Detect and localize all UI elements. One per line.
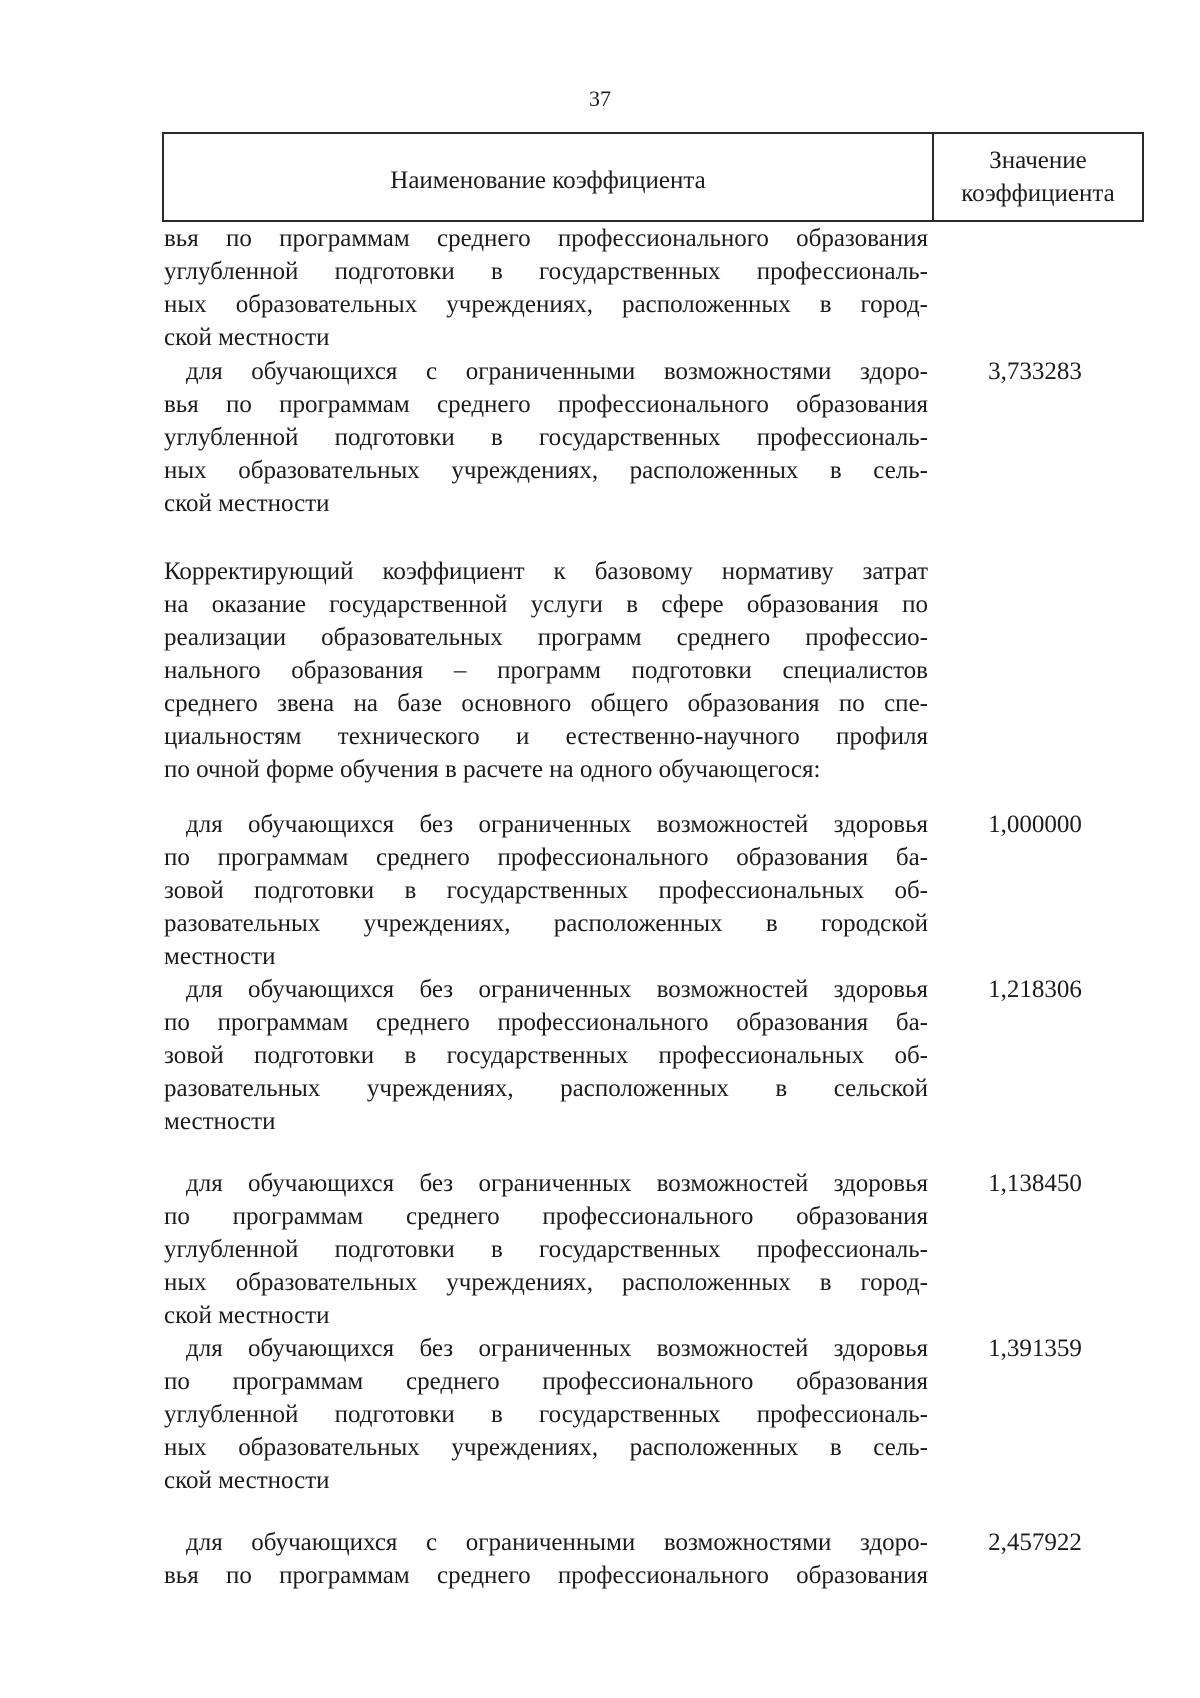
row-text-line: для обучающихся без ограниченных возможностей здоровья [186,1170,928,1197]
table-row [164,222,928,354]
row-text-line: Корректирующий коэффициент к базовому нормативу затрат [164,558,928,585]
table-row [164,808,928,973]
row-text-line: ных образовательных учреждениях, расположенных в город- [164,1269,928,1296]
table-row [164,355,928,520]
table-row [164,973,928,1138]
coefficient-value: 1,391359 [988,1335,1082,1362]
row-text-line: углубленной подготовки в государственных профессиональ- [164,258,928,285]
row-text-line: углубленной подготовки в государственных профессиональ- [164,424,928,451]
row-text-line: по программам среднего профессионального образования [164,1368,928,1395]
row-text-line: среднего звена на базе основного общего образования по спе- [164,690,928,717]
row-text-line: ных образовательных учреждениях, расположенных в город- [164,291,928,318]
row-text-line: ской местности [164,1467,330,1494]
row-text-line: зовой подготовки в государственных профессиональных об- [164,1042,928,1069]
row-text-line: ской местности [164,1302,330,1329]
row-text-line: по программам среднего профессионального образования [164,1203,928,1230]
row-text-line: углубленной подготовки в государственных профессиональ- [164,1401,928,1428]
row-text-line: вья по программам среднего профессионального образования [164,225,928,252]
row-text-line: на оказание государственной услуги в сфере образования по [164,591,928,618]
row-text-line: по очной форме обучения в расчете на одного обучающегося: [164,756,821,783]
column-header-value-label: Значение коэффициента [961,147,1115,207]
row-text-line: циальностям технического и естественно-научного профиля [164,723,928,750]
coefficient-value: 1,218306 [988,976,1082,1003]
coefficient-value: 2,457922 [988,1529,1082,1556]
row-text-line: местности [164,943,276,970]
row-text-line: для обучающихся с ограниченными возможностями здоро- [186,1529,928,1556]
row-text-line: разовательных учреждениях, расположенных в городской [164,910,928,937]
row-text-line: ных образовательных учреждениях, расположенных в сель- [164,457,928,484]
table-row [164,1167,928,1332]
coefficient-value: 1,000000 [988,811,1082,838]
row-text-line: углубленной подготовки в государственных профессиональ- [164,1236,928,1263]
row-text-line: реализации образовательных программ среднего профессио- [164,624,928,651]
row-text-line: зовой подготовки в государственных профессиональных об- [164,877,928,904]
row-text-line: для обучающихся без ограниченных возможностей здоровья [186,811,928,838]
coefficient-value: 1,138450 [988,1170,1082,1197]
row-text-line: вья по программам среднего профессионального образования [164,391,928,418]
row-text-line: местности [164,1108,276,1135]
row-text-line: разовательных учреждениях, расположенных в сельской [164,1075,928,1102]
column-header-name: Наименование коэффициента [164,134,934,220]
table-row [164,1332,928,1497]
row-text-line: вья по программам среднего профессионального образования [164,1562,928,1589]
page-number: 37 [589,86,611,111]
column-header-value [934,134,1142,220]
table-header [162,132,1144,222]
row-text-line: нального образования – программ подготовки специалистов [164,657,928,684]
row-text-line: ных образовательных учреждениях, расположенных в сель- [164,1434,928,1461]
table-row [164,1526,928,1592]
row-text-line: ской местности [164,490,330,517]
row-text-line: для обучающихся с ограниченными возможностями здоро- [186,358,928,385]
row-text-line: для обучающихся без ограниченных возможностей здоровья [186,1335,928,1362]
coefficient-value: 3,733283 [988,358,1082,385]
section-heading [164,555,928,786]
row-text-line: по программам среднего профессионального образования ба- [164,844,928,871]
row-text-line: для обучающихся без ограниченных возможностей здоровья [186,976,928,1003]
row-text-line: ской местности [164,324,330,351]
row-text-line: по программам среднего профессионального образования ба- [164,1009,928,1036]
